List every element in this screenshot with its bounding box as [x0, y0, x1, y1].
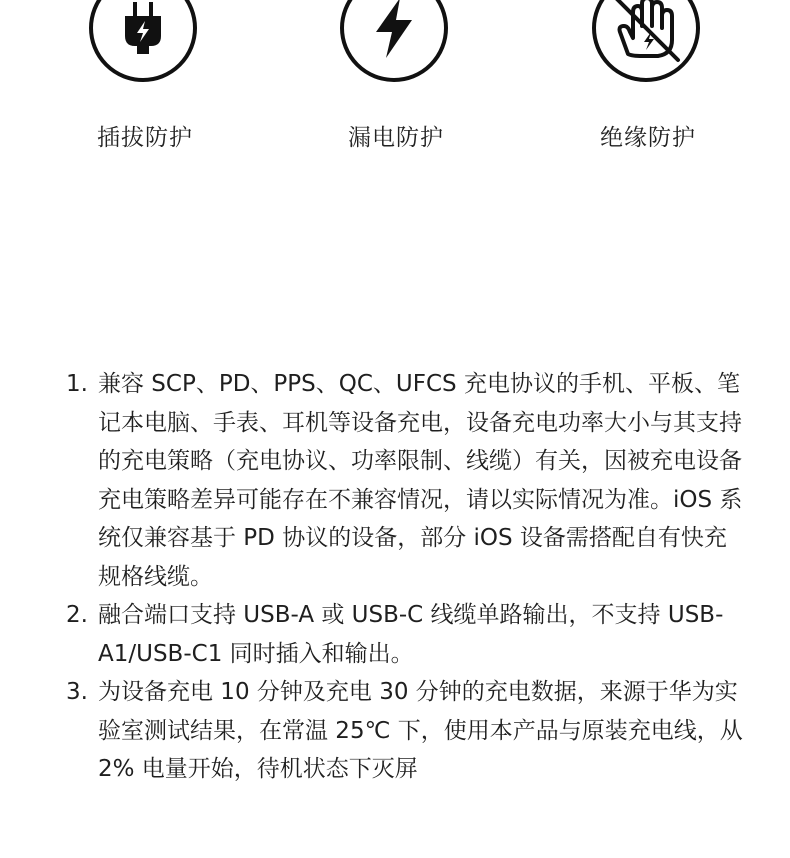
feature-label: 插拔防护 [97, 125, 193, 151]
insulated-hand-icon [592, 0, 700, 82]
feature-label: 漏电防护 [348, 125, 444, 151]
notes-list [66, 365, 746, 789]
list-item-number: 1. [66, 371, 88, 397]
list-item-number: 2. [66, 602, 88, 628]
list-item [66, 365, 746, 596]
list-item-text: 融合端口支持 USB-A 或 USB-C 线缆单路输出，不支持 USB-A1/USB-C1 同时插入和输出。 [98, 602, 724, 667]
list-item [66, 596, 746, 673]
list-item [66, 673, 746, 789]
plug-icon [89, 0, 197, 82]
lightning-icon [340, 0, 448, 82]
list-item-text: 为设备充电 10 分钟及充电 30 分钟的充电数据，来源于华为实验室测试结果，在常温 25℃ 下，使用本产品与原装充电线，从 2% 电量开始，待机状态下灭屏 [98, 679, 743, 782]
feature-label: 绝缘防护 [600, 125, 696, 151]
list-item-number: 3. [66, 679, 88, 705]
list-item-text: 兼容 SCP、PD、PPS、QC、UFCS 充电协议的手机、平板、笔记本电脑、手表、耳机等设备充电，设备充电功率大小与其支持的充电策略（充电协议、功率限制、线缆）有关，因被充电设备充电策略差异可能存在不兼容情况，请以实际情况为准。iOS 系统仅兼容基于 PD 协议的设备，部分 iOS 设备需搭配自有快充规格线缆。 [98, 371, 743, 590]
